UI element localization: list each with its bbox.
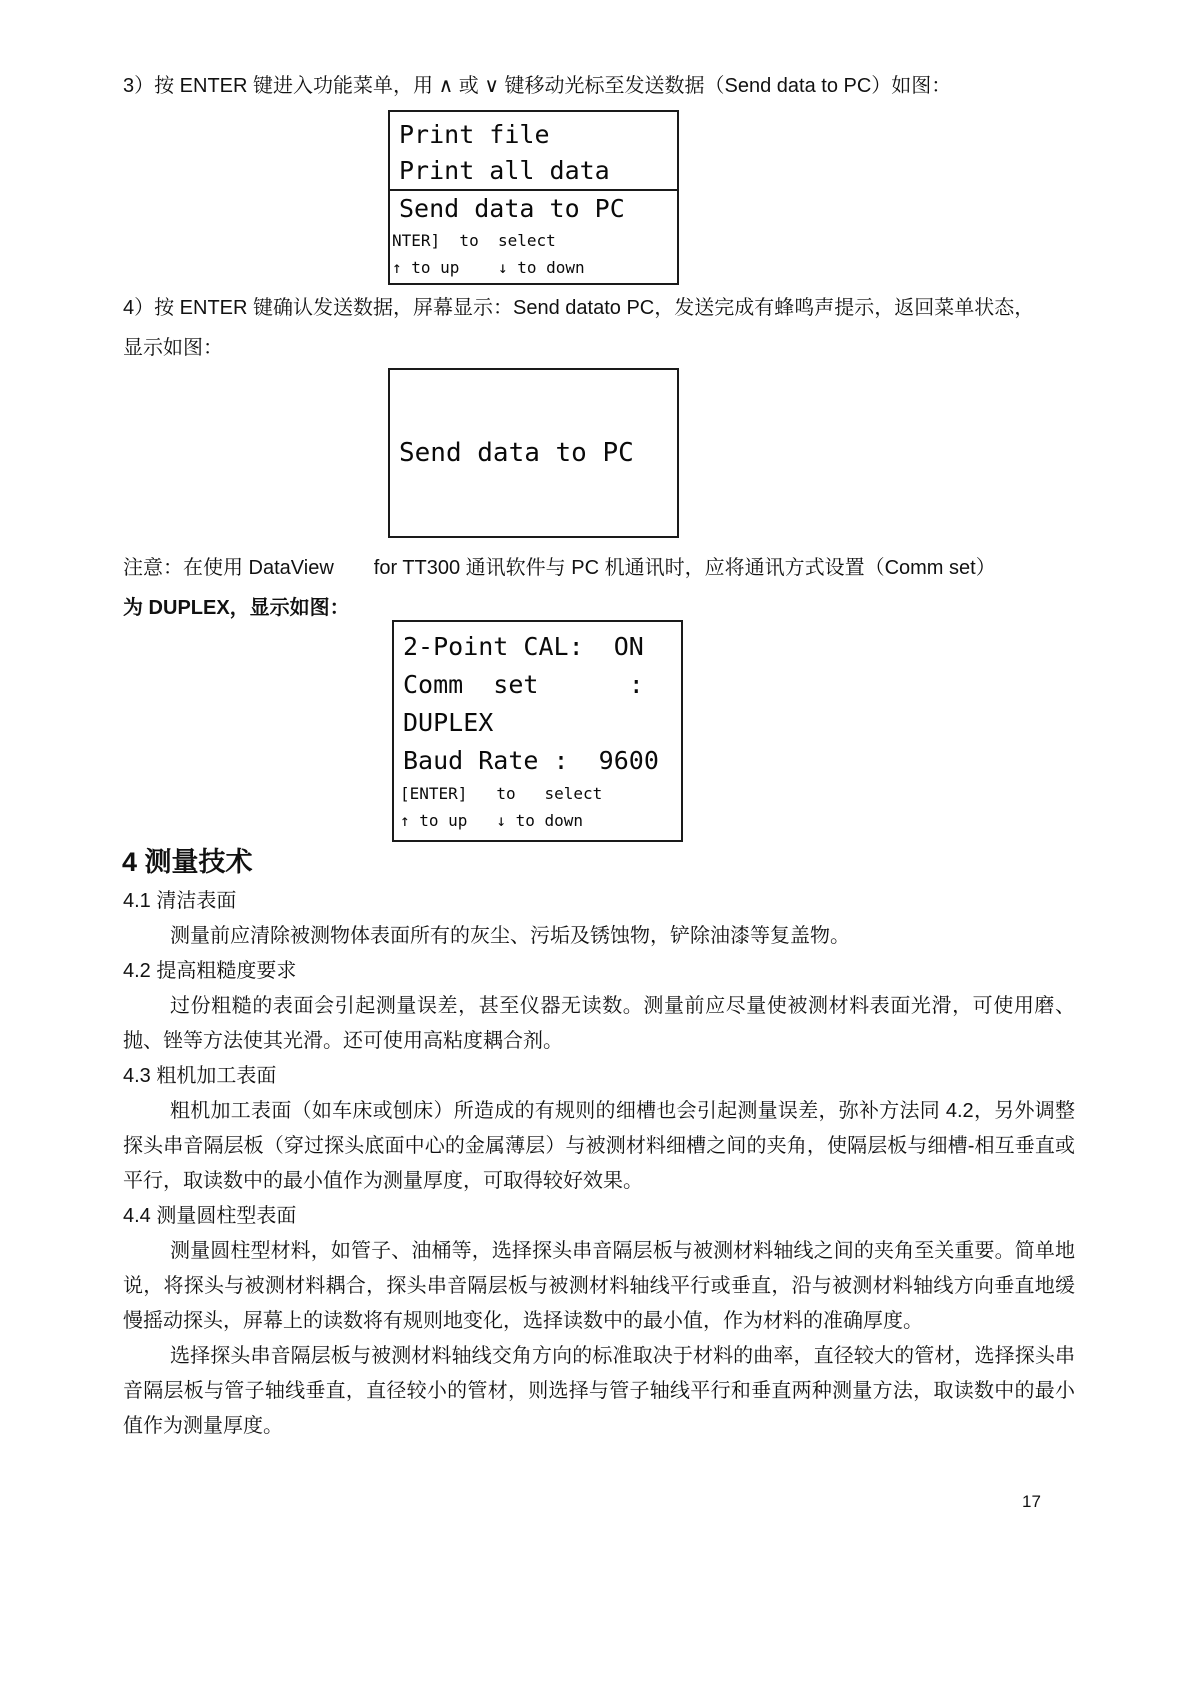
step4-line2: 显示如图：	[123, 337, 223, 359]
screen-menu-item: Print all data	[399, 156, 610, 185]
step3-paragraph: 3）按 ENTER 键进入功能菜单，用 ∧ 或 ∨ 键移动光标至发送数据（Send data to PC）如图：	[123, 75, 952, 97]
lcd-screen-comm-set	[392, 620, 683, 842]
subsection-title-4-1: 4.1 清洁表面	[123, 890, 237, 912]
screen-hint-select: [ENTER] to select	[400, 784, 603, 803]
lcd-screen-send-data	[388, 368, 679, 538]
screen-setting-baud-rate: Baud Rate : 9600	[403, 746, 659, 775]
subsection-title-4-2: 4.2 提高粗糙度要求	[123, 960, 297, 982]
screen-text: Send data to PC	[399, 438, 634, 468]
subsection-body-4-1: 测量前应清除被测物体表面所有的灰尘、污垢及锈蚀物，铲除油漆等复盖物。	[170, 925, 850, 947]
screen-hint-arrows: ↑ to up ↓ to down	[400, 811, 584, 830]
note-line2: 为 DUPLEX，显示如图：	[123, 597, 350, 619]
subsection-body-4-2: 过份粗糙的表面会引起测量误差，甚至仪器无读数。测量前应尽量使被测材料表面光滑，可使用磨、抛、锉等方法使其光滑。还可使用高粘度耦合剂。	[123, 995, 1075, 1052]
subsection-title-4-3: 4.3 粗机加工表面	[123, 1065, 277, 1087]
note-paragraph	[123, 548, 996, 628]
step4-line1: 4）按 ENTER 键确认发送数据，屏幕显示：Send datato PC，发送完成有蜂鸣声提示，返回菜单状态，	[123, 297, 1035, 319]
note-line1: 注意：在使用 DataView for TT300 通讯软件与 PC 机通讯时，应将通讯方式设置（Comm set）	[123, 557, 996, 579]
screen-menu-item-selected: Send data to PC	[390, 189, 677, 227]
screen-hint-select: NTER] to select	[392, 231, 556, 250]
lcd-screen-menu	[388, 110, 679, 285]
step4-paragraph	[123, 288, 1034, 368]
screen-hint-arrows: ↑ to up ↓ to down	[392, 258, 585, 277]
subsection-title-4-4: 4.4 测量圆柱型表面	[123, 1205, 297, 1227]
subsection-body-4-4-para1: 测量圆柱型材料，如管子、油桶等，选择探头串音隔层板与被测材料轴线之间的夹角至关重要。简单地说，将探头与被测材料耦合，探头串音隔层板与被测材料轴线平行或垂直，沿与被测材料轴线方向垂直地缓慢摇动探头，屏幕上的读数将有规则地变化，选择读数中的最小值，作为材料的准确厚度。	[123, 1240, 1075, 1332]
subsection-body-4-3: 粗机加工表面（如车床或刨床）所造成的有规则的细槽也会引起测量误差，弥补方法同 4.2，另外调整探头串音隔层板（穿过探头底面中心的金属薄层）与被测材料细槽之间的夹角，使隔层板与细槽-相互垂直或平行，取读数中的最小值作为测量厚度，可取得较好效果。	[123, 1100, 1075, 1192]
section-heading: 4 测量技术	[122, 847, 253, 877]
screen-setting-2point-cal: 2-Point CAL: ON	[403, 632, 644, 661]
page-number: 17	[1022, 1492, 1041, 1511]
subsection-body-4-4-para2: 选择探头串音隔层板与被测材料轴线交角方向的标准取决于材料的曲率，直径较大的管材，选择探头串音隔层板与管子轴线垂直，直径较小的管材，则选择与管子轴线平行和垂直两种测量方法，取读数中的最小值作为测量厚度。	[123, 1345, 1075, 1437]
screen-setting-duplex: DUPLEX	[403, 708, 494, 737]
screen-setting-comm-set: Comm set :	[403, 670, 644, 699]
screen-menu-item: Print file	[399, 120, 550, 149]
section-4-content	[123, 884, 1075, 1444]
